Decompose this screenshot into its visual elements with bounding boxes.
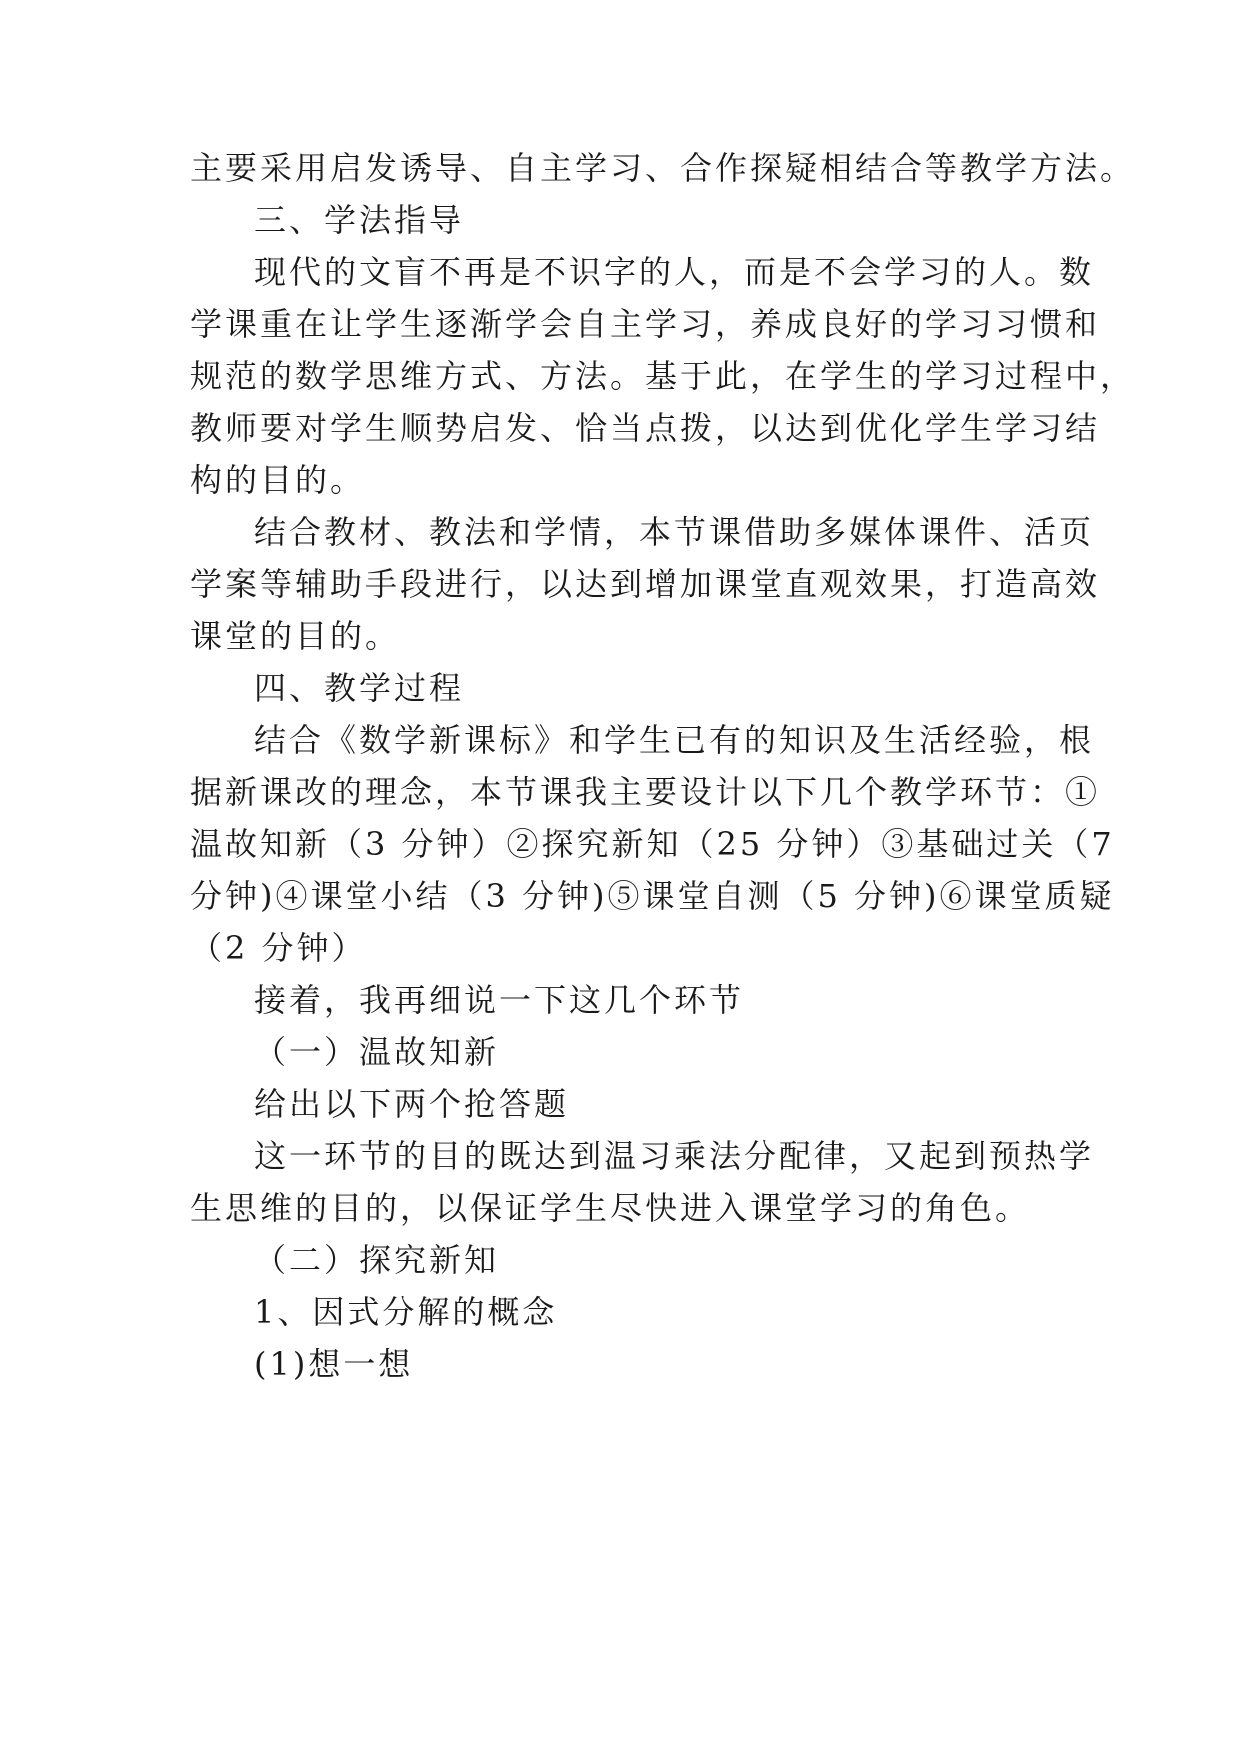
section-heading: 四、教学过程 — [254, 669, 465, 707]
paragraph-line: 温故知新（3 分钟）②探究新知（25 分钟）③基础过关（7 — [190, 825, 1115, 863]
paragraph-line: 据新课改的理念，本节课我主要设计以下几个教学环节：① — [190, 773, 1101, 811]
paragraph-line: 给出以下两个抢答题 — [254, 1085, 570, 1123]
item-heading: 1、因式分解的概念 — [254, 1293, 558, 1331]
paragraph-line: 学案等辅助手段进行，以达到增加课堂直观效果，打造高效 — [190, 565, 1101, 603]
section-heading: 三、学法指导 — [254, 201, 465, 239]
paragraph-line: （2 分钟） — [190, 929, 367, 967]
paragraph-line: 这一环节的目的既达到温习乘法分配律，又起到预热学 — [254, 1137, 1095, 1175]
subsection-heading: （二）探究新知 — [254, 1241, 500, 1279]
paragraph-line: 教师要对学生顺势启发、恰当点拨，以达到优化学生学习结 — [190, 409, 1101, 447]
paragraph-line: 生思维的目的，以保证学生尽快进入课堂学习的角色。 — [190, 1189, 1031, 1227]
paragraph-line: 学课重在让学生逐渐学会自主学习，养成良好的学习习惯和 — [190, 305, 1101, 343]
paragraph-line: 课堂的目的。 — [190, 617, 401, 655]
item-heading: (1)想一想 — [254, 1345, 414, 1383]
paragraph-line: 结合教材、教法和学情，本节课借助多媒体课件、活页 — [254, 513, 1095, 551]
paragraph-line: 规范的数学思维方式、方法。基于此，在学生的学习过程中， — [190, 357, 1136, 395]
paragraph-line: 现代的文盲不再是不识字的人，而是不会学习的人。数 — [254, 253, 1095, 291]
paragraph-line: 主要采用启发诱导、自主学习、合作探疑相结合等教学方法。 — [190, 149, 1136, 187]
paragraph-line: 接着，我再细说一下这几个环节 — [254, 981, 745, 1019]
subsection-heading: （一）温故知新 — [254, 1033, 500, 1071]
paragraph-line: 结合《数学新课标》和学生已有的知识及生活经验，根 — [254, 721, 1095, 759]
paragraph-line: 分钟)④课堂小结（3 分钟)⑤课堂自测（5 分钟)⑥课堂质疑 — [190, 877, 1115, 915]
paragraph-line: 构的目的。 — [190, 461, 366, 499]
